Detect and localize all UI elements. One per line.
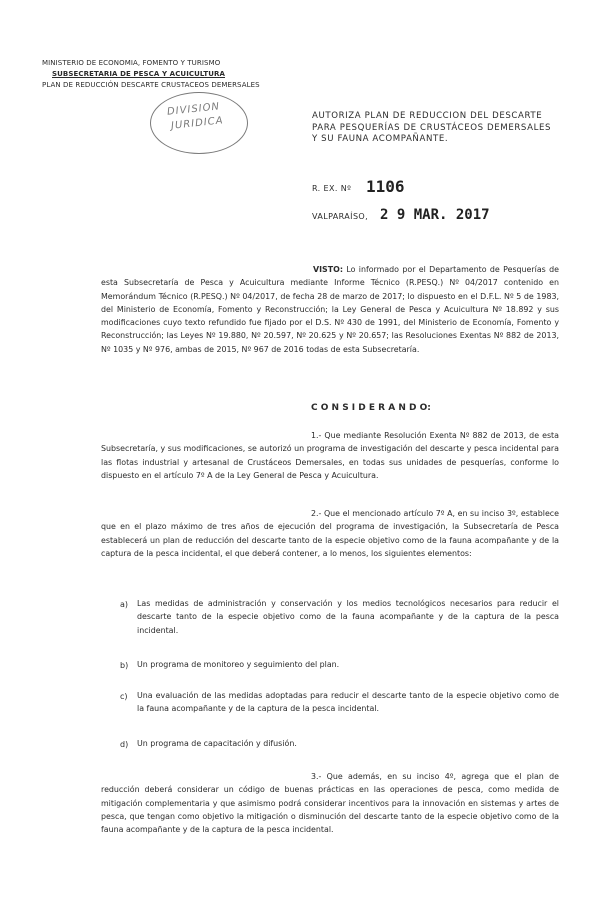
division-juridica-stamp	[150, 92, 248, 154]
stamp-line-1: DIVISION	[166, 101, 221, 118]
list-item-b-text: Un programa de monitoreo y seguimiento del plan.	[137, 660, 340, 669]
list-item-c-text: Una evaluación de las medidas adoptadas para reducir el descarte tanto de la especie objetivo como de la fauna acompañante y de la captura de la pesca incidental.	[137, 691, 559, 714]
subsecretaria-name: SUBSECRETARIA DE PESCA Y ACUICULTURA	[52, 70, 226, 78]
resolution-number: 1106	[366, 177, 405, 196]
resolution-place: VALPARAÍSO,	[312, 212, 369, 221]
list-item-a-text: Las medidas de administración y conservación y los medios tecnológicos necesarios para reducir el descarte tanto de la especie objetivo como de la fauna acompañante y de la captura de la pesca incidental.	[137, 599, 559, 635]
plan-name: PLAN DE REDUCCIÓN DESCARTE CRUSTACEOS DEMERSALES	[42, 81, 260, 89]
ministry-name: MINISTERIO DE ECONOMIA, FOMENTO Y TURISMO	[42, 59, 221, 67]
visto-text: Lo informado por el Departamento de Pesquerías de esta Subsecretaría de Pesca y Acuicultura mediante Informe Técnico (R.PESQ.) Nº 04/2017 contenido en Memorándum Técnico (R.PESQ.) Nº 04/2017, de fecha 28 de marzo de 2017; lo dispuesto en el D.F.L. Nº 5 de 1983, del Ministerio de Economía, Fomento y Reconstrucción; la Ley General de Pesca y Acuicultura Nº 18.892 y sus modificaciones cuyo texto refundido fue fijado por el D.S. Nº 430 de 1991, del Ministerio de Economía, Fomento y Reconstrucción; las Leyes Nº 19.880, Nº 20.597, Nº 20.625 y Nº 20.657; las Resoluciones Exentas Nº 882 de 2013, Nº 1035 y Nº 976, ambas de 2015, Nº 967 de 2016 todas de esta Subsecretaría.	[101, 265, 559, 354]
visto-heading: VISTO:	[313, 265, 343, 274]
considerando-paragraph-1: 1.- Que mediante Resolución Exenta Nº 882 de 2013, de esta Subsecretaría, y sus modificaciones, se autorizó un programa de investigación del descarte y pesca incidental para las flotas industrial y artesanal de Crustáceos Demersales, en todas sus unidades de pesquerías, conforme lo dispuesto en el artículo 7º A de la Ley General de Pesca y Acuicultura.	[101, 431, 559, 480]
list-item-d-letter: d)	[120, 740, 129, 749]
visto-paragraph	[101, 263, 559, 356]
considerando-paragraph-2: 2.- Que el mencionado artículo 7º A, en su inciso 3º, establece que en el plazo máximo de tres años de ejecución del programa de investigación, la Subsecretaría de Pesca establecerá un plan de reducción del descarte tanto de la especie objetivo como de la fauna acompañante y de la captura de la pesca incidental, el que deberá contener, a lo menos, los siguientes elementos:	[101, 509, 559, 558]
considerando-paragraph-3: 3.- Que además, en su inciso 4º, agrega que el plan de reducción deberá considerar un código de buenas prácticas en las operaciones de pesca, como medida de mitigación complementaria y que asimismo podrá considerar incentivos para la innovación en sistemas y artes de pesca, que tengan como objetivo la mitigación o disminución del descarte tanto de la especie objetivo como de la fauna acompañante y de la captura de la pesca incidental.	[101, 772, 559, 835]
stamp-line-2: JURIDICA	[170, 115, 225, 132]
list-item-c-letter: c)	[120, 692, 128, 701]
list-item-d-text: Un programa de capacitación y difusión.	[137, 739, 297, 748]
resolution-label: R. EX. Nº	[312, 184, 352, 193]
list-item-a-letter: a)	[120, 600, 129, 609]
considerando-heading: C O N S I D E R A N D O:	[311, 403, 431, 413]
resolution-date: 2 9 MAR. 2017	[380, 207, 490, 223]
resolution-title: AUTORIZA PLAN DE REDUCCION DEL DESCARTE PARA PESQUERÍAS DE CRUSTÁCEOS DEMERSALES Y SU FAUNA ACOMPAÑANTE.	[312, 111, 552, 144]
list-item-b-letter: b)	[120, 661, 129, 670]
